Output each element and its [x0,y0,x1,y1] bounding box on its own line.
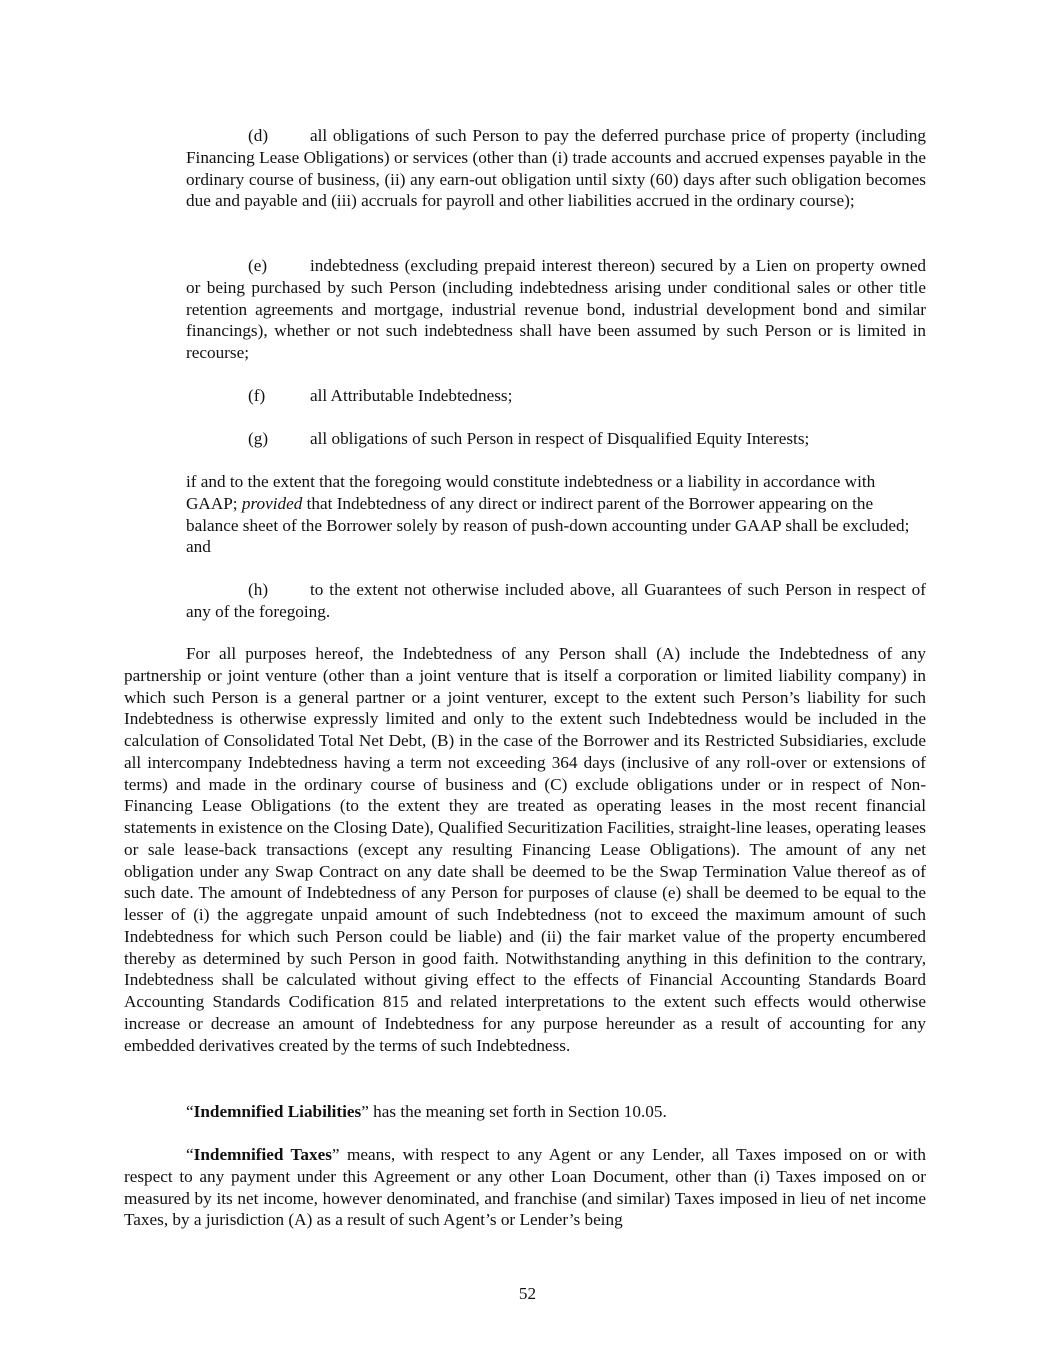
indemnified-taxes-open-quote: “ [186,1145,194,1164]
clause-g [186,428,926,450]
indemnified-liabilities-term: Indemnified Liabilities [193,1102,362,1121]
clause-d [186,125,926,212]
proviso-text-after: that Indebtedness of any direct or indirect parent of the Borrower appearing on the balance sheet of the Borrower solely by reason of push-down accounting under GAAP shall be excluded; and [186,493,910,557]
proviso-text-before: if and to the extent that the foregoing would constitute indebtedness or a liability in accordance with GAAP; [186,472,876,513]
indemnified-liabilities-text: ” has the meaning set forth in Section 10.05. [361,1102,667,1121]
clause-e-label: (e) [248,256,268,275]
proviso-italic-term: provided [241,493,303,513]
indemnified-liabilities-open-quote: “ [186,1102,194,1121]
clause-h-label: (h) [248,580,269,599]
clause-h [186,579,926,623]
purposes-paragraph: For all purposes hereof, the Indebtedness of any Person shall (A) include the Indebtedness of any partnership or joint venture (other than a joint venture that is itself a corporation or limited liability company) in which such Person is a general partner or a joint venturer, except to the extent such Person’s liability for such Indebtedness is otherwise expressly limited and only to the extent such Indebtedness would be included in the calculation of Consolidated Total Net Debt, (B) in the case of the Borrower and its Restricted Subsidiaries, exclude all intercompany Indebtedness having a term not exceeding 364 days (inclusive of any roll-over or extensions of terms) and made in the ordinary course of business and (C) exclude obligations under or in respect of Non-Financing Lease Obligations (to the extent they are treated as operating leases in the most recent financial statements in existence on the Closing Date), Qualified Securitization Facilities, straight-line leases, operating leases or sale lease-back transactions (except any resulting Financing Lease Obligations). The amount of any net obligation under any Swap Contract on any date shall be deemed to be the Swap Termination Value thereof as of such date. The amount of Indebtedness of any Person for purposes of clause (e) shall be deemed to be equal to the lesser of (i) the aggregate unpaid amount of such Indebtedness (not to exceed the maximum amount of such Indebtedness for which such Person could be liable) and (ii) the fair market value of the property encumbered thereby as determined by such Person in good faith. Notwithstanding anything in this definition to the contrary, Indebtedness shall be calculated without giving effect to the effects of Financial Accounting Standards Board Accounting Standards Codification 815 and related interpretations to the extent such effects would otherwise increase or decrease an amount of Indebtedness for any purpose hereunder as a result of accounting for any embedded derivatives created by the terms of such Indebtedness. [124,644,926,1055]
clause-f [186,385,926,407]
clause-f-text: all Attributable Indebtedness; [310,386,513,405]
clause-e-text: indebtedness (excluding prepaid interest thereon) secured by a Lien on property owned or being purchased by such Person (including indebtedness arising under conditional sales or other title retention agreements and mortgage, industrial revenue bond, industrial development bond and similar financings), whether or not such indebtedness shall have been assumed by such Person or is limited in recourse; [186,256,926,362]
indemnified-taxes-text: ” means, with respect to any Agent or any Lender, all Taxes imposed on or with respect to any payment under this Agreement or any other Loan Document, other than (i) Taxes imposed on or measured by its net income, however denominated, and franchise (and similar) Taxes imposed in lieu of net income Taxes, by a jurisdiction (A) as a result of such Agent’s or Lender’s being [124,1145,926,1230]
clause-d-text: all obligations of such Person to pay the deferred purchase price of property (including Financing Lease Obligations) or services (other than (i) trade accounts and accrued expenses payable in the ordinary course of business, (ii) any earn-out obligation until sixty (60) days after such obligation becomes due and payable and (iii) accruals for payroll and other liabilities accrued in the ordinary course); [186,126,926,211]
indemnified-taxes-definition [124,1144,926,1231]
clause-f-label: (f) [248,386,266,405]
indemnified-liabilities-definition [124,1101,926,1123]
page-number: 52 [518,1284,537,1303]
proviso-paragraph [186,471,926,558]
indemnified-taxes-term: Indemnified Taxes [193,1145,332,1164]
clause-d-label: (d) [248,126,269,145]
clause-g-text: all obligations of such Person in respect of Disqualified Equity Interests; [310,429,810,448]
clause-h-text: to the extent not otherwise included above, all Guarantees of such Person in respect of any of the foregoing. [186,580,926,621]
clause-e [186,255,926,364]
clause-g-label: (g) [248,429,269,448]
